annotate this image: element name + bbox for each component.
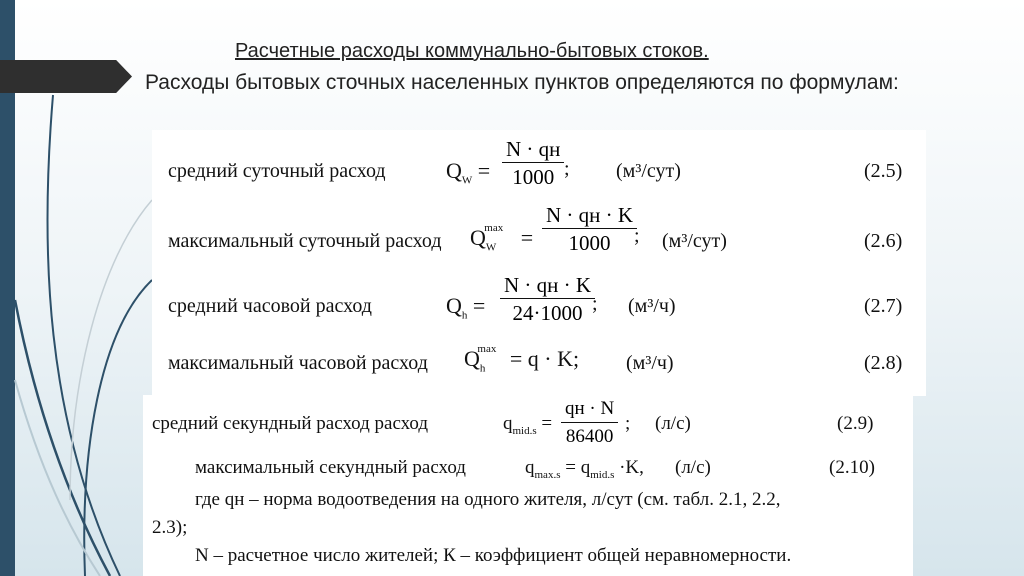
formula-unit: (л/с) [655,413,691,434]
formula-lhs: $Q_h$ = [446,293,486,322]
note-line: N – расчетное число жителей; К – коэффициент общей неравномерности. [195,545,792,566]
formula-label: максимальный часовой расход [168,352,428,374]
slide-subtitle: Расходы бытовых сточных населенных пунктов определяются по формулам: [145,71,899,94]
formula-fraction: N · qн 1000 [502,136,564,191]
formula-number: (2.10) [829,457,875,478]
formula-number: (2.7) [864,295,903,317]
formula-lhs: $q_{mid.s}$ = [503,413,553,437]
title-arrow-shape [0,60,132,93]
formula-expression: $q_{max.s} = q_{mid.s} \cdot K$, [525,457,644,481]
formula-label: средний секундный расход расход [152,413,429,434]
formula-label: максимальный суточный расход [168,230,442,252]
formula-label: средний часовой расход [168,295,372,317]
formula-unit: (м³/ч) [626,352,674,374]
formula-lhs: $Q_h^{max} = q \cdot K$; [464,342,580,375]
note-line: 2.3); [152,517,188,538]
slide-title: Расчетные расходы коммунально-бытовых стоков. [235,40,709,62]
formula-label: максимальный секундный расход [195,457,466,478]
formula-fraction: N · qн · K 1000 [542,202,637,257]
formula-unit: (м³/сут) [662,230,727,252]
formula-unit: (м³/сут) [616,160,681,182]
formula-number: (2.6) [864,230,903,252]
formula-number: (2.5) [864,160,903,182]
note-line: где qн – норма водоотведения на одного жителя, л/сут (см. табл. 2.1, 2.2, [195,489,781,510]
formula-image-2: средний секундный расход расход $q_{mid.s}$ = qн · N 86400 ; (л/с) (2.9) максимальный секундный расход $q_{max.s} = q_{mid.s} \cdot K$, (л/с) (2.10) где qн – норма водоотведения на одного жителя, л/сут (см. табл. 2.1, 2.2, 2.3); N – расчетное число жителей; К – коэффициент общей неравномерности. [143,395,913,576]
formula-unit: (м³/ч) [628,295,676,317]
formula-unit: (л/с) [675,457,711,478]
formula-number: (2.8) [864,352,903,374]
formula-fraction: qн · N 86400 [561,396,618,451]
formula-number: (2.9) [837,413,874,434]
formula-image-1: средний суточный расход $Q_W$ = N · qн 1000 ; (м³/сут) (2.5) максимальный суточный расход $Q_W^{max}$ = N · qн · K 1000 ; (м³/сут) (2.6) средний часовой расход $Q_h$ = N · qн · K 24·1000 ; (м³/ч) (2.7) максимальный часовой расход $Q_h^{max} = q \cdot K$; (м³/ч) (2.8) [152,130,926,396]
formula-fraction: N · qн · K 24·1000 [500,272,595,327]
formula-label: средний суточный расход [168,160,386,182]
formula-lhs: $Q_W^{max}$ = [470,221,534,254]
formula-lhs: $Q_W$ = [446,158,491,187]
